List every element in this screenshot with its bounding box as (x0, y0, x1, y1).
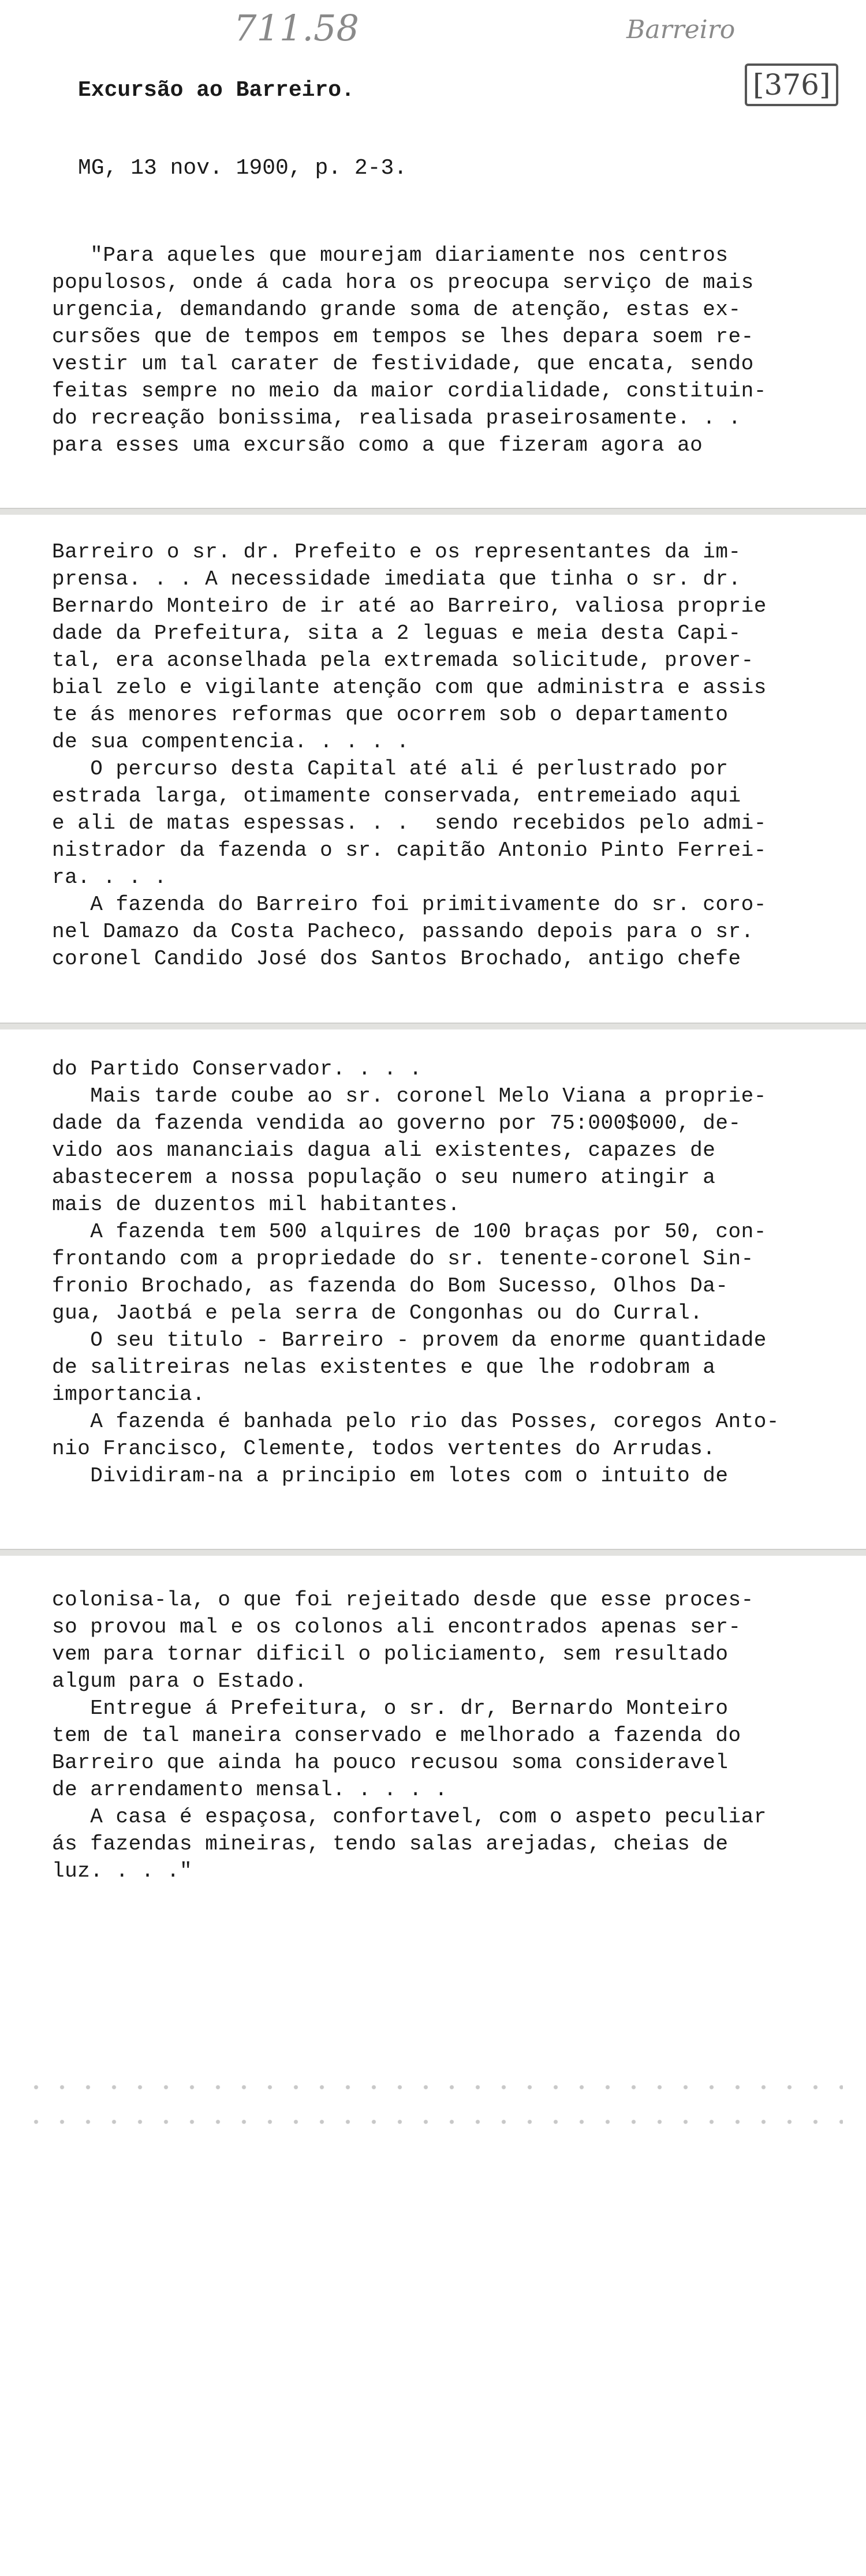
text-line: luz. . . ." (52, 1859, 193, 1883)
document-sheet-2 (0, 515, 866, 1023)
text-line: coronel Candido José dos Santos Brochado, antigo chefe (52, 947, 741, 971)
text-line: tem de tal maneira conservado e melhorado a fazenda do (52, 1724, 741, 1747)
text-line: prensa. . . A necessidade imediata que tinha o sr. dr. (52, 567, 741, 591)
page-stamp: [376] (745, 63, 838, 106)
document-sheet-1 (0, 0, 866, 508)
perforation-dots (23, 2084, 843, 2091)
text-line: frontando com a propriedade do sr. tenente-coronel Sin- (52, 1247, 754, 1271)
text-line: cursões que de tempos em tempos se lhes depara soem re- (52, 325, 754, 349)
text-line: gua, Jaotbá e pela serra de Congonhas ou do Curral. (52, 1301, 703, 1325)
text-line: Barreiro o sr. dr. Prefeito e os representantes da im- (52, 540, 741, 564)
text-line: O percurso desta Capital até ali é perlustrado por (52, 757, 729, 781)
text-line: de salitreiras nelas existentes e que lhe rodobram a (52, 1356, 716, 1379)
text-line: A fazenda tem 500 alquires de 100 braças por 50, con- (52, 1220, 767, 1244)
text-line: estrada larga, otimamente conservada, entremeiado aqui (52, 784, 741, 808)
page-fold-divider (0, 1023, 866, 1029)
reference-note: 711.58 (234, 7, 359, 49)
text-line: de arrendamento mensal. . . . . (52, 1778, 448, 1802)
text-line: O seu titulo - Barreiro - provem da enorme quantidade (52, 1328, 767, 1352)
text-line: algum para o Estado. (52, 1669, 308, 1693)
text-line: nio Francisco, Clemente, todos vertentes do Arrudas. (52, 1437, 716, 1461)
text-line: abastecerem a nossa população o seu numero atingir a (52, 1166, 716, 1189)
text-line: Bernardo Monteiro de ir até ao Barreiro, valiosa proprie (52, 594, 767, 618)
text-line: feitas sempre no meio da maior cordialidade, constituin- (52, 379, 767, 403)
document-sheet-3 (0, 1029, 866, 1549)
text-line: bial zelo e vigilante atenção com que administra e assis (52, 676, 767, 699)
text-line: Dividiram-na a principio em lotes com o intuito de (52, 1464, 729, 1488)
text-line: A casa é espaçosa, confortavel, com o aspeto peculiar (52, 1805, 767, 1829)
text-line: Barreiro que ainda ha pouco recusou soma consideravel (52, 1751, 729, 1774)
text-line: nistrador da fazenda o sr. capitão Antonio Pinto Ferrei- (52, 838, 767, 862)
text-line: "Para aqueles que mourejam diariamente nos centros (52, 244, 729, 267)
text-line: do Partido Conservador. . . . (52, 1057, 423, 1081)
text-line: e ali de matas espessas. . . sendo recebidos pelo admi- (52, 811, 767, 835)
text-line: para esses uma excursão como a que fizeram agora ao (52, 433, 703, 457)
text-line: mais de duzentos mil habitantes. (52, 1193, 461, 1216)
page-fold-divider (0, 508, 866, 515)
text-line: do recreação bonissima, realisada praseirosamente. . . (52, 406, 741, 430)
text-line: fronio Brochado, as fazenda do Bom Sucesso, Olhos Da- (52, 1274, 729, 1298)
text-line: nel Damazo da Costa Pacheco, passando depois para o sr. (52, 920, 754, 943)
perforation-dots (23, 2118, 843, 2125)
citation: MG, 13 nov. 1900, p. 2-3. (78, 156, 408, 181)
text-line: populosos, onde á cada hora os preocupa serviço de mais (52, 271, 754, 294)
text-line: Mais tarde coube ao sr. coronel Melo Viana a proprie- (52, 1084, 767, 1108)
text-line: dade da Prefeitura, sita a 2 leguas e meia desta Capi- (52, 621, 741, 645)
text-line: dade da fazenda vendida ao governo por 75:000$000, de- (52, 1111, 741, 1135)
text-line: importancia. (52, 1383, 206, 1406)
text-line: de sua compentencia. . . . . (52, 730, 409, 754)
text-line: A fazenda é banhada pelo rio das Posses, coregos Anto- (52, 1410, 779, 1433)
page-fold-divider (0, 1549, 866, 1556)
text-line: vido aos mananciais dagua ali existentes, capazes de (52, 1139, 716, 1162)
text-line: A fazenda do Barreiro foi primitivamente do sr. coro- (52, 893, 767, 916)
text-line: urgencia, demandando grande soma de atenção, estas ex- (52, 298, 741, 321)
text-line: colonisa-la, o que foi rejeitado desde que esse proces- (52, 1588, 754, 1612)
text-line: so provou mal e os colonos ali encontrados apenas ser- (52, 1615, 741, 1639)
text-line: vem para tornar dificil o policiamento, sem resultado (52, 1642, 729, 1666)
text-line: ás fazendas mineiras, tendo salas arejadas, cheias de (52, 1832, 729, 1856)
text-line: ra. . . . (52, 866, 167, 889)
document-title: Excursão ao Barreiro. (78, 78, 354, 103)
document-sheet-4 (0, 1556, 866, 2576)
text-line: tal, era aconselhada pela extremada solicitude, prover- (52, 649, 754, 672)
name-note: Barreiro (626, 15, 736, 44)
text-line: Entregue á Prefeitura, o sr. dr, Bernardo Monteiro (52, 1697, 729, 1720)
text-line: te ás menores reformas que ocorrem sob o departamento (52, 703, 729, 727)
text-line: vestir um tal carater de festividade, que encata, sendo (52, 352, 754, 376)
